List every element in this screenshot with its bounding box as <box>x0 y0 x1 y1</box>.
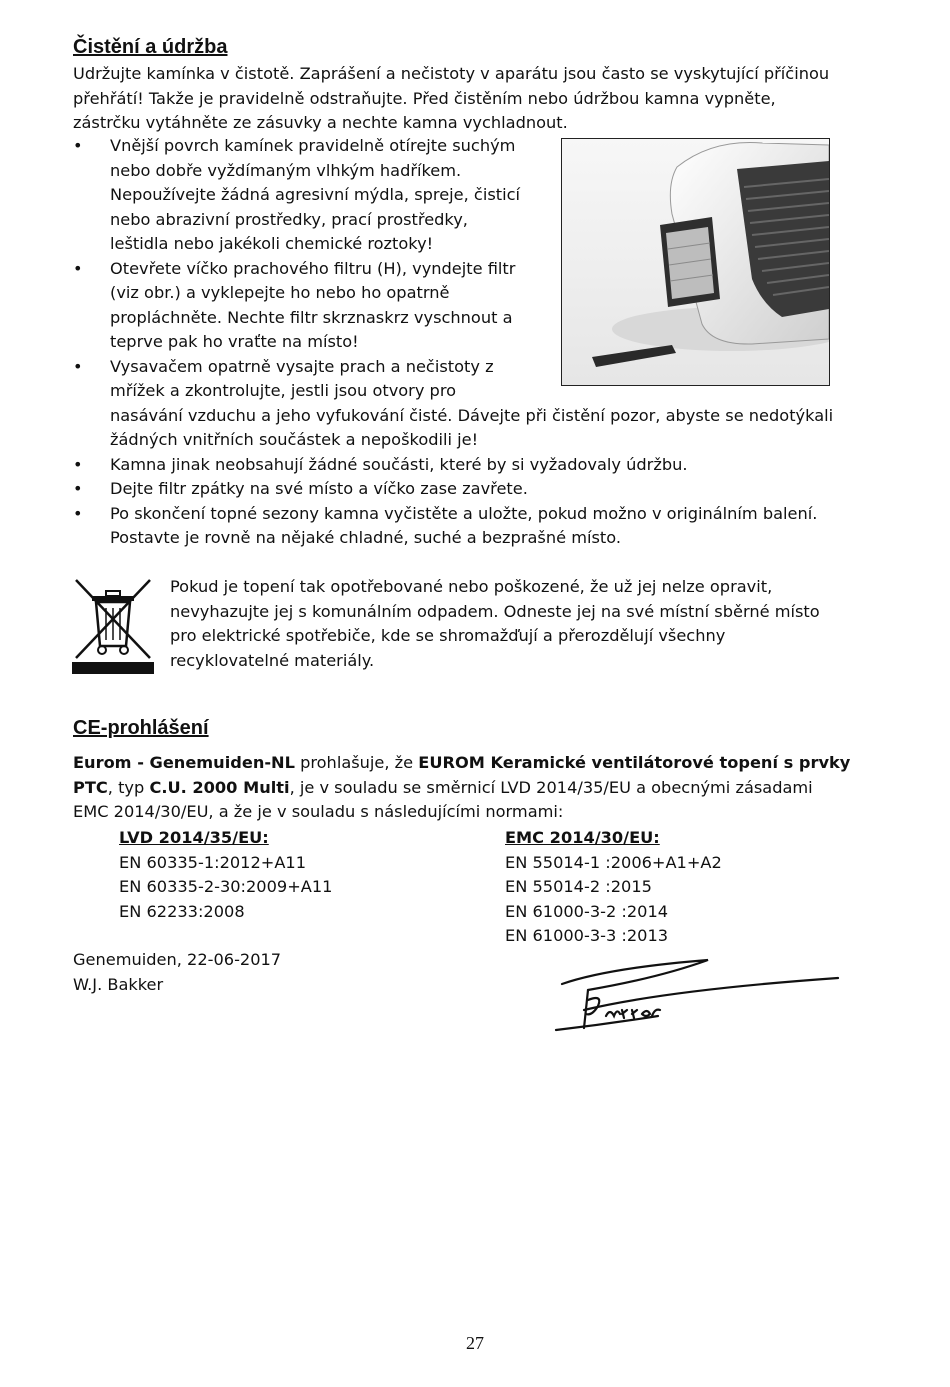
emc-standards-column <box>505 826 722 949</box>
signature-block <box>73 948 281 997</box>
ce-declaration-text: Eurom - Genemuiden-NL prohlašuje, že EUROM Keramické ventilátorové topení s prvky PTC, typ C.U. 2000 Multi, je v souladu se směrnicí LVD 2014/35/EU a obecnými zásadami EMC 2014/30/EU, a že je v souladu s následujícími normami: <box>73 753 851 821</box>
lvd-heading: LVD 2014/35/EU: <box>119 828 269 847</box>
emc-heading: EMC 2014/30/EU: <box>505 828 660 847</box>
standard-item: EN 61000-3-2 :2014 <box>505 901 669 921</box>
weee-disposal-text: Pokud je topení tak opotřebované nebo poškozené, že už jej nelze opravit, nevyhazujte jej s komunálním odpadem. Odneste jej na své místní sběrné místo pro elektrické spotřebiče, kde se shromažďují a přerozdělují všechny recyklovatelné materiály. <box>170 577 820 670</box>
heater-filter-photo <box>561 138 830 386</box>
list-item: • Vysavačem opatrně vysajte prach a nečistoty z mřížek a zkontrolujte, jestli jsou otvory pro nasávání vzduchu a jeho vyfukování čisté. Dávejte při čistění pozor, abyste se nedotýkali žádných vnitřních součástek a nepoškodili je! <box>73 355 863 453</box>
signer-name: W.J. Bakker <box>73 974 164 994</box>
cleaning-intro: Udržujte kamínka v čistotě. Zaprášení a nečistoty v aparátu jsou často se vyskytující příčinou přehřátí! Takže je pravidelně odstraňujte. Před čistěním nebo údržbou kamna vypněte, zástrčku vytáhněte ze zásuvky a nechte kamna vychladnout. <box>73 64 830 132</box>
list-item: • Dejte filtr zpátky na své místo a víčko zase zavřete. <box>73 477 863 502</box>
list-item: • Otevřete víčko prachového filtru (H), vyndejte filtr (viz obr.) a vyklepejte ho nebo ho opatrně propláchněte. Nechte filtr skrznaskrz vyschnout a teprve pak ho vraťte na místo! <box>73 257 863 355</box>
standard-item: EN 60335-1:2012+A11 <box>119 852 307 872</box>
standard-item: EN 60335-2-30:2009+A11 <box>119 877 333 896</box>
product-name: EUROM Keramické ventilátorové topení s prvky <box>418 753 851 772</box>
ce-heading: CE-prohlášení <box>73 717 209 739</box>
model-name: C.U. 2000 Multi <box>149 777 290 797</box>
standard-item: EN 61000-3-3 :2013 <box>505 926 669 945</box>
standard-item: EN 62233:2008 <box>119 901 245 921</box>
heater-illustration <box>562 139 829 385</box>
standard-item: EN 55014-2 :2015 <box>505 877 652 896</box>
list-item: • Kamna jinak neobsahují žádné součásti, které by si vyžadovaly údržbu. <box>73 453 863 478</box>
lvd-standards-column <box>119 826 332 924</box>
place-date: Genemuiden, 22-06-2017 <box>73 950 282 969</box>
cleaning-heading: Čistění a údržba <box>73 36 228 58</box>
list-item: • Vnější povrch kamínek pravidelně otírejte suchým nebo dobře vyždímaným vlhkým hadříkem. Nepoužívejte žádná agresivní mýdla, spreje, čisticí nebo abrazivní prostředky, prací prostředky, leštidla nebo jakékoli chemické roztoky! <box>73 134 863 257</box>
standard-item: EN 55014-1 :2006+A1+A2 <box>505 852 722 872</box>
page-number: 27 <box>466 1333 484 1353</box>
handwritten-signature <box>548 950 848 1040</box>
crossed-out-bin-icon <box>72 576 154 674</box>
list-item: • Po skončení topné sezony kamna vyčistěte a uložte, pokud možno v originálním balení. Postavte je rovně na nějaké chladné, suché a bezprašné místo. <box>73 502 863 551</box>
company-name: Eurom - Genemuiden-NL <box>73 753 295 772</box>
